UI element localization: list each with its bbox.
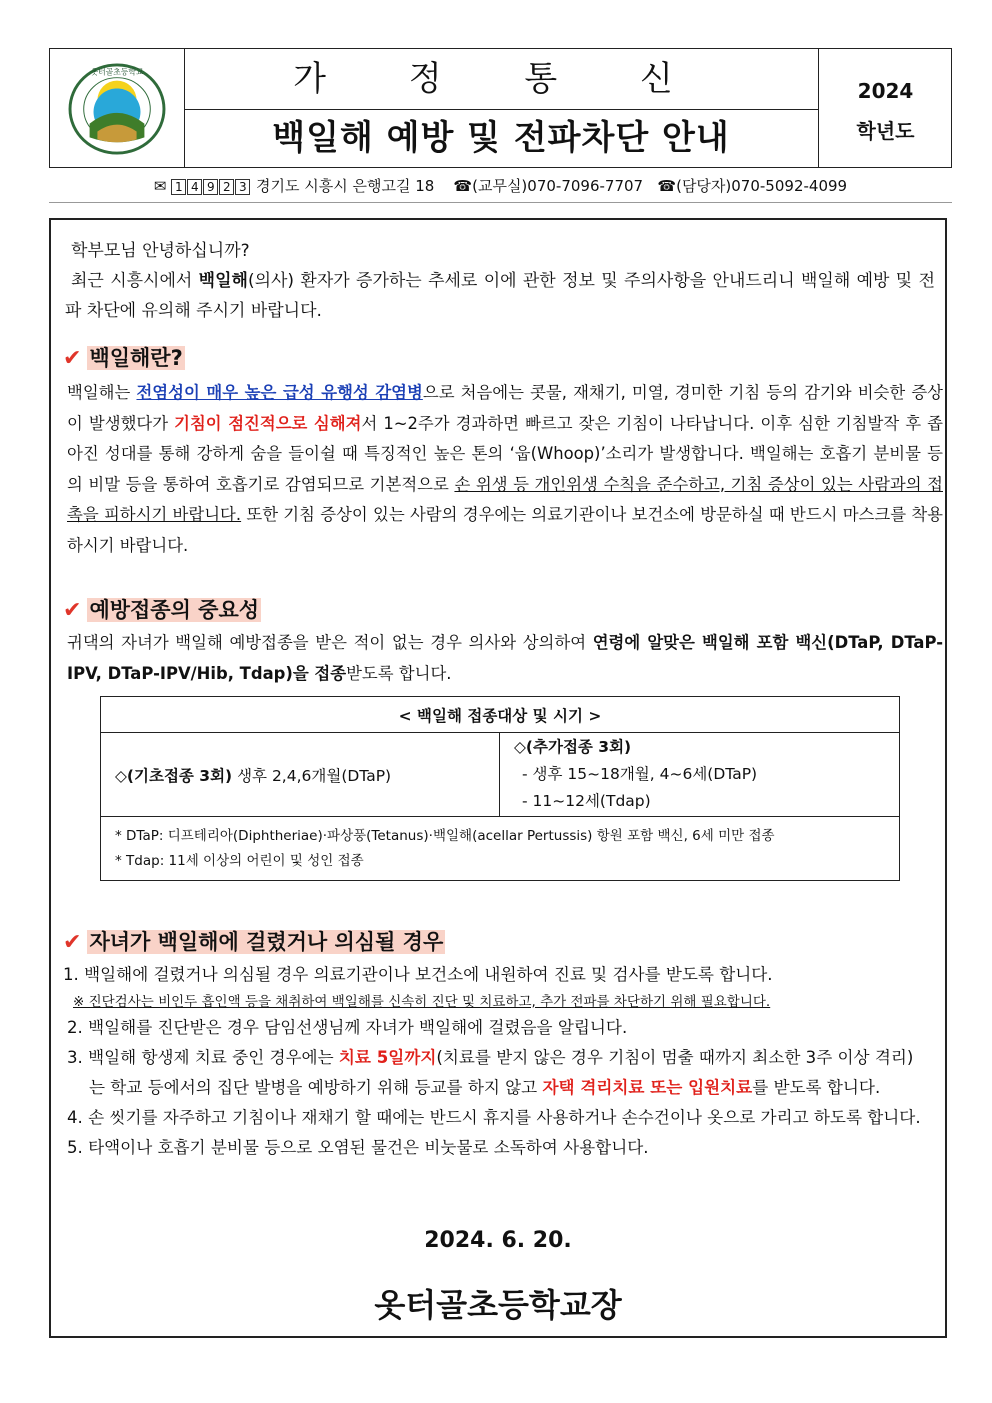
vaccination-schedule-table <box>100 696 900 881</box>
issue-date: 2024. 6. 20. <box>424 1228 572 1253</box>
section-heading-vaccination: ✔ 예방접종의 중요성 <box>63 598 260 623</box>
zip-digit: 9 <box>203 179 218 195</box>
list-item: 2. 백일해를 진단받은 경우 담임선생님께 자녀가 백일해에 걸렸음을 알립니다. <box>67 1018 628 1037</box>
page-title: 백일해 예방 및 전파차단 안내 <box>272 118 730 158</box>
section-heading-if-infected: ✔ 자녀가 백일해에 걸렸거나 의심될 경우 <box>63 930 444 955</box>
logo-cell <box>50 49 185 167</box>
table-notes: * DTaP: 디프테리아(Diphtheriae)·파상풍(Tetanus)·백일해(acellar Pertussis) 항원 포함 백신, 6세 미만 접종 * Tdap: 11세 이상의 어린이 및 성인 접종 <box>101 817 900 881</box>
intro-paragraph <box>65 236 935 326</box>
additional-vaccination-cell: ◇(추가접종 3회) - 생후 15~18개월, 4~6세(DTaP) - 11~12세(Tdap) <box>500 733 900 817</box>
school-principal: 옷터골초등학교장 <box>374 1286 622 1324</box>
content-box <box>49 218 947 1338</box>
section1-body: 백일해는 전염성이 매우 높은 급성 유행성 감염병으로 처음에는 콧물, 재채기, 미열, 경미한 기침 등의 감기와 비슷한 증상이 발생했다가 기침이 점진적으로 심해져서 1~2주가 경과하면 빠르고 잦은 기침이 나타납니다. 이후 심한 기침발작 후 좁아진 성대를 통해 강하게 숨을 들이쉴 때 특징적인 높은 톤의 ‘웁(Whoop)’소리가 발생합니다. 백일해는 호흡기 분비물 등의 비말 등을 통하여 호흡기로 감염되므로 기본적으로 손 위생 등 개인위생 수칙을 준수하고, 기침 증상이 있는 사람과의 접촉을 피하시기 바랍니다. 또한 기침 증상이 있는 사람의 경우에는 의료기관이나 보건소에 방문하실 때 반드시 마스크를 착용하시기 바랍니다. <box>67 383 943 555</box>
school-logo <box>68 63 166 155</box>
header-table <box>49 48 952 168</box>
address-line <box>49 172 952 203</box>
intro-body: 최근 시흥시에서 백일해(의사) 환자가 증가하는 추세로 이에 관한 정보 및 주의사항을 안내드리니 백일해 예방 및 전파 차단에 유의해 주시기 바랍니다. <box>65 271 935 321</box>
zip-digit: 2 <box>219 179 234 195</box>
list-item: 5. 타액이나 호흡기 분비물 등으로 오염된 물건은 비눗물로 소독하여 사용합니다. <box>67 1138 649 1157</box>
checkmark-icon: ✔ <box>63 598 82 623</box>
school-year <box>818 49 952 167</box>
phone-manager: (담당자)070-5092-4099 <box>676 177 848 195</box>
table-caption: < 백일해 접종대상 및 시기 > <box>101 697 900 733</box>
list-item: 4. 손 씻기를 자주하고 기침이나 재채기 할 때에는 반드시 휴지를 사용하거나 손수건이나 옷으로 가리고 하도록 합니다. <box>67 1108 921 1127</box>
street-address: 경기도 시흥시 은행고길 18 <box>256 177 435 195</box>
basic-vaccination-cell: ◇(기초접종 3회) 생후 2,4,6개월(DTaP) <box>101 733 500 817</box>
section-heading-what-is: ✔ 백일해란? <box>63 346 183 371</box>
notice-type-title: 가 정 통 신 <box>184 49 818 110</box>
phone-icon: ☎ <box>453 177 473 195</box>
section2-body: 귀댁의 자녀가 백일해 예방접종을 받은 적이 없는 경우 의사와 상의하여 연령에 알맞은 백일해 포함 백신(DTaP, DTaP-IPV, DTaP-IPV/Hib, Tdap)을 접종받도록 합니다. <box>67 633 943 683</box>
section3-list <box>63 960 943 1163</box>
checkmark-icon: ✔ <box>63 930 82 955</box>
year-suffix: 학년도 <box>856 119 915 143</box>
phone-office: (교무실)070-7096-7707 <box>472 177 644 195</box>
zip-digit: 4 <box>187 179 202 195</box>
phone-icon: ☎ <box>657 177 677 195</box>
mail-icon: ✉ <box>153 177 167 195</box>
logo-text: 옷터골초등학교 <box>90 67 144 77</box>
greeting: 학부모님 안녕하십니까? <box>71 241 250 261</box>
list-note: ※ 진단검사는 비인두 흡인액 등을 채취하여 백일해를 신속히 진단 및 치료하고, 추가 전파를 차단하기 위해 필요합니다. <box>73 994 771 1010</box>
list-item: 1. 백일해에 걸렸거나 의심될 경우 의료기관이나 보건소에 내원하여 진료 및 검사를 받도록 합니다. <box>63 965 773 984</box>
year-number: 2024 <box>857 79 914 103</box>
checkmark-icon: ✔ <box>63 346 82 371</box>
zip-digit: 1 <box>171 179 186 195</box>
list-item: 3. 백일해 항생제 치료 중인 경우에는 치료 5일까지(치료를 받지 않은 경우 기침이 멈출 때까지 최소한 3주 이상 격리) 는 학교 등에서의 집단 발병을 예방하기 위해 등교를 하지 않고 자택 격리치료 또는 입원치료를 받도록 합니다. <box>67 1048 914 1097</box>
zip-digit: 3 <box>235 179 250 195</box>
